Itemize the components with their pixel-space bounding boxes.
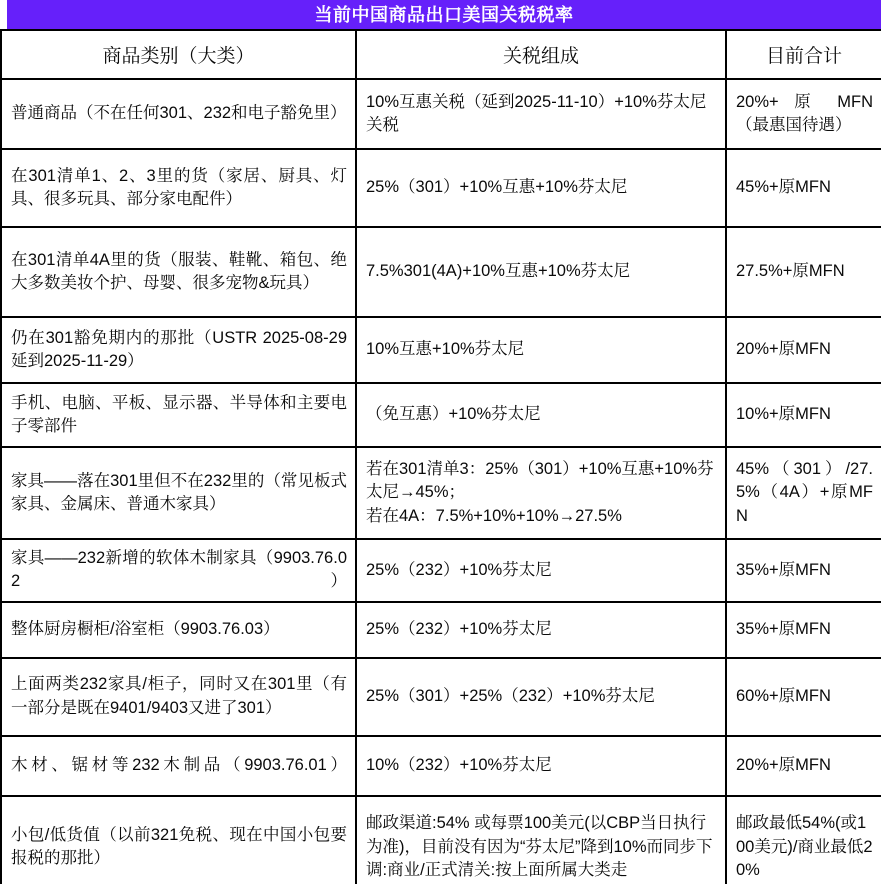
table-row [1,539,881,602]
cell-category: 上面两类232家具/柜子，同时又在301里（有一部分是既在9401/9403又进了301） [1,658,356,736]
cell-category: 木材、锯材等232木制品（9903.76.01） [1,736,356,796]
cell-composition: 邮政渠道:54% 或每票100美元(以CBP当日执行为准)，目前没有因为“芬太尼”降到10%而同步下调:商业/正式清关:按上面所属大类走 [356,796,726,884]
cell-category: 整体厨房橱柜/浴室柜（9903.76.03） [1,602,356,658]
table-header-row [1,30,881,79]
cell-composition [356,447,726,539]
cell-category: 在301清单1、2、3里的货（家居、厨具、灯具、很多玩具、部分家电配件） [1,149,356,227]
cell-total: 35%+原MFN [726,602,881,658]
table-row [1,736,881,796]
cell-composition: （免互惠）+10%芬太尼 [356,383,726,447]
page-title-banner [7,0,881,29]
cell-category: 家具——落在301里但不在232里的（常见板式家具、金属床、普通木家具） [1,447,356,539]
cell-composition: 10%互惠+10%芬太尼 [356,317,726,383]
cell-total: 35%+原MFN [726,539,881,602]
table-row [1,227,881,317]
table-row [1,317,881,383]
cell-category: 手机、电脑、平板、显示器、半导体和主要电子零部件 [1,383,356,447]
table-row [1,602,881,658]
table-row [1,658,881,736]
cell-composition: 7.5%301(4A)+10%互惠+10%芬太尼 [356,227,726,317]
cell-total: 20%+原MFN [726,317,881,383]
column-header-composition: 关税组成 [356,30,726,79]
cell-total: 45%+原MFN [726,149,881,227]
cell-total: 20%+原MFN [726,736,881,796]
cell-total: 60%+原MFN [726,658,881,736]
cell-composition: 25%（301）+10%互惠+10%芬太尼 [356,149,726,227]
page-title: 当前中国商品出口美国关税税率 [314,4,574,25]
table-row [1,149,881,227]
table-row [1,79,881,149]
cell-category: 仍在301豁免期内的那批（USTR 2025-08-29延到2025-11-29） [1,317,356,383]
cell-total: 45%（301）/27.5%（4A）+原MFN [726,447,881,539]
composition-line: 若在4A：7.5%+10%+10%→27.5% [366,506,622,525]
cell-category: 在301清单4A里的货（服装、鞋靴、箱包、绝大多数美妆个护、母婴、很多宠物&玩具） [1,227,356,317]
cell-total: 20%+ 原 MFN （最惠国待遇） [726,79,881,149]
cell-category: 普通商品（不在任何301、232和电子豁免里） [1,79,356,149]
cell-composition: 25%（232）+10%芬太尼 [356,539,726,602]
composition-line: 若在301清单3：25%（301）+10%互惠+10%芬太尼→45%； [366,459,714,502]
cell-total: 邮政最低54%(或100美元)/商业最低20% [726,796,881,884]
column-header-total: 目前合计 [726,30,881,79]
cell-composition: 25%（301）+25%（232）+10%芬太尼 [356,658,726,736]
cell-total: 27.5%+原MFN [726,227,881,317]
column-header-category: 商品类别（大类） [1,30,356,79]
cell-composition: 10%（232）+10%芬太尼 [356,736,726,796]
cell-category: 小包/低货值（以前321免税、现在中国小包要报税的那批） [1,796,356,884]
cell-composition: 25%（232）+10%芬太尼 [356,602,726,658]
cell-total: 10%+原MFN [726,383,881,447]
table-row [1,447,881,539]
tariff-table [0,29,881,884]
cell-composition: 10%互惠关税（延到2025-11-10）+10%芬太尼关税 [356,79,726,149]
table-row [1,796,881,884]
cell-category: 家具——232新增的软体木制家具（9903.76.02） [1,539,356,602]
table-row [1,383,881,447]
